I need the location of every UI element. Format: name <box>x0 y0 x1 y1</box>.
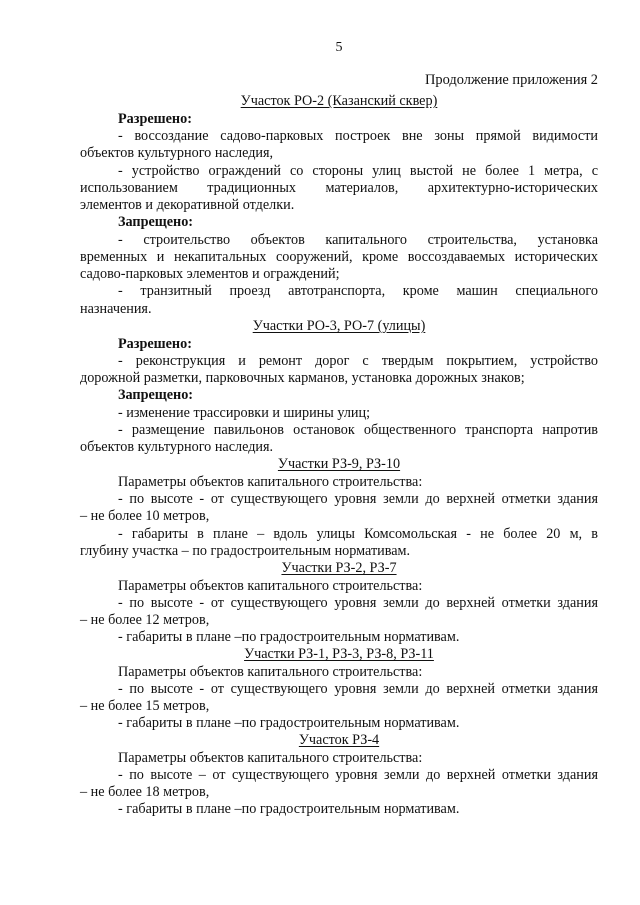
section-title: Участки РЗ-1, РЗ-3, РЗ-8, РЗ-11 <box>244 646 434 662</box>
paragraph-line: элементов и декоративной отделки. <box>80 197 295 213</box>
paragraph-line: использованием традиционных материалов, архитектурно-исторических <box>80 180 598 196</box>
paragraph-line: объектов культурного наследия, <box>80 145 274 161</box>
forbidden-heading: Запрещено: <box>118 214 194 230</box>
paragraph-line: - габариты в плане –по градостроительным нормативам. <box>118 801 460 817</box>
paragraph-line: назначения. <box>80 301 152 317</box>
paragraph-line: - габариты в плане –по градостроительным нормативам. <box>118 715 460 731</box>
appendix-label: Продолжение приложения 2 <box>425 72 598 88</box>
paragraph-line: Параметры объектов капитального строительства: <box>118 578 423 594</box>
section-title: Участки РЗ-2, РЗ-7 <box>281 560 397 576</box>
page-number: 5 <box>335 40 343 55</box>
paragraph-line: - устройство ограждений со стороны улиц выстой не более 1 метра, с <box>118 163 598 179</box>
paragraph-line: – не более 12 метров, <box>80 612 210 628</box>
paragraph-line: - по высоте – от существующего уровня земли до верхней отметки здания <box>118 767 598 783</box>
paragraph-line: Параметры объектов капитального строительства: <box>118 474 423 490</box>
paragraph-line: дорожной разметки, парковочных карманов, установка дорожных знаков; <box>80 370 525 386</box>
paragraph-line: временных и некапитальных сооружений, кроме воссоздаваемых исторических <box>80 249 598 265</box>
paragraph-line: - по высоте - от существующего уровня земли до верхней отметки здания <box>118 491 598 507</box>
paragraph-line: - изменение трассировки и ширины улиц; <box>118 405 371 421</box>
paragraph-line: - габариты в плане – вдоль улицы Комсомольская - не более 20 м, в <box>118 526 598 542</box>
paragraph-line: – не более 10 метров, <box>80 508 210 524</box>
allowed-heading: Разрешено: <box>118 111 192 127</box>
paragraph-line: Параметры объектов капитального строительства: <box>118 750 423 766</box>
paragraph-line: объектов культурного наследия. <box>80 439 274 455</box>
paragraph-line: - транзитный проезд автотранспорта, кроме машин специального <box>118 283 598 299</box>
paragraph-line: - габариты в плане –по градостроительным нормативам. <box>118 629 460 645</box>
paragraph-line: садово-парковых элементов и ограждений; <box>80 266 340 282</box>
paragraph-line: - реконструкция и ремонт дорог с твердым покрытием, устройство <box>118 353 598 369</box>
allowed-heading: Разрешено: <box>118 336 192 352</box>
paragraph-line: - строительство объектов капитального строительства, установка <box>118 232 598 248</box>
section-title: Участки РЗ-9, РЗ-10 <box>277 456 401 472</box>
paragraph-line: Параметры объектов капитального строительства: <box>118 664 423 680</box>
paragraph-line: - по высоте - от существующего уровня земли до верхней отметки здания <box>118 595 598 611</box>
paragraph-line: - по высоте - от существующего уровня земли до верхней отметки здания <box>118 681 598 697</box>
section-title: Участки РО-3, РО-7 (улицы) <box>252 318 426 334</box>
section-title: Участок РЗ-4 <box>298 732 380 748</box>
section-title: Участок РО-2 (Казанский сквер) <box>240 93 438 109</box>
paragraph-line: – не более 18 метров, <box>80 784 210 800</box>
forbidden-heading: Запрещено: <box>118 387 194 403</box>
paragraph-line: - размещение павильонов остановок общественного транспорта напротив <box>118 422 598 438</box>
paragraph-line: глубину участка – по градостроительным нормативам. <box>80 543 411 559</box>
paragraph-line: - воссоздание садово-парковых построек вне зоны прямой видимости <box>118 128 598 144</box>
paragraph-line: – не более 15 метров, <box>80 698 210 714</box>
